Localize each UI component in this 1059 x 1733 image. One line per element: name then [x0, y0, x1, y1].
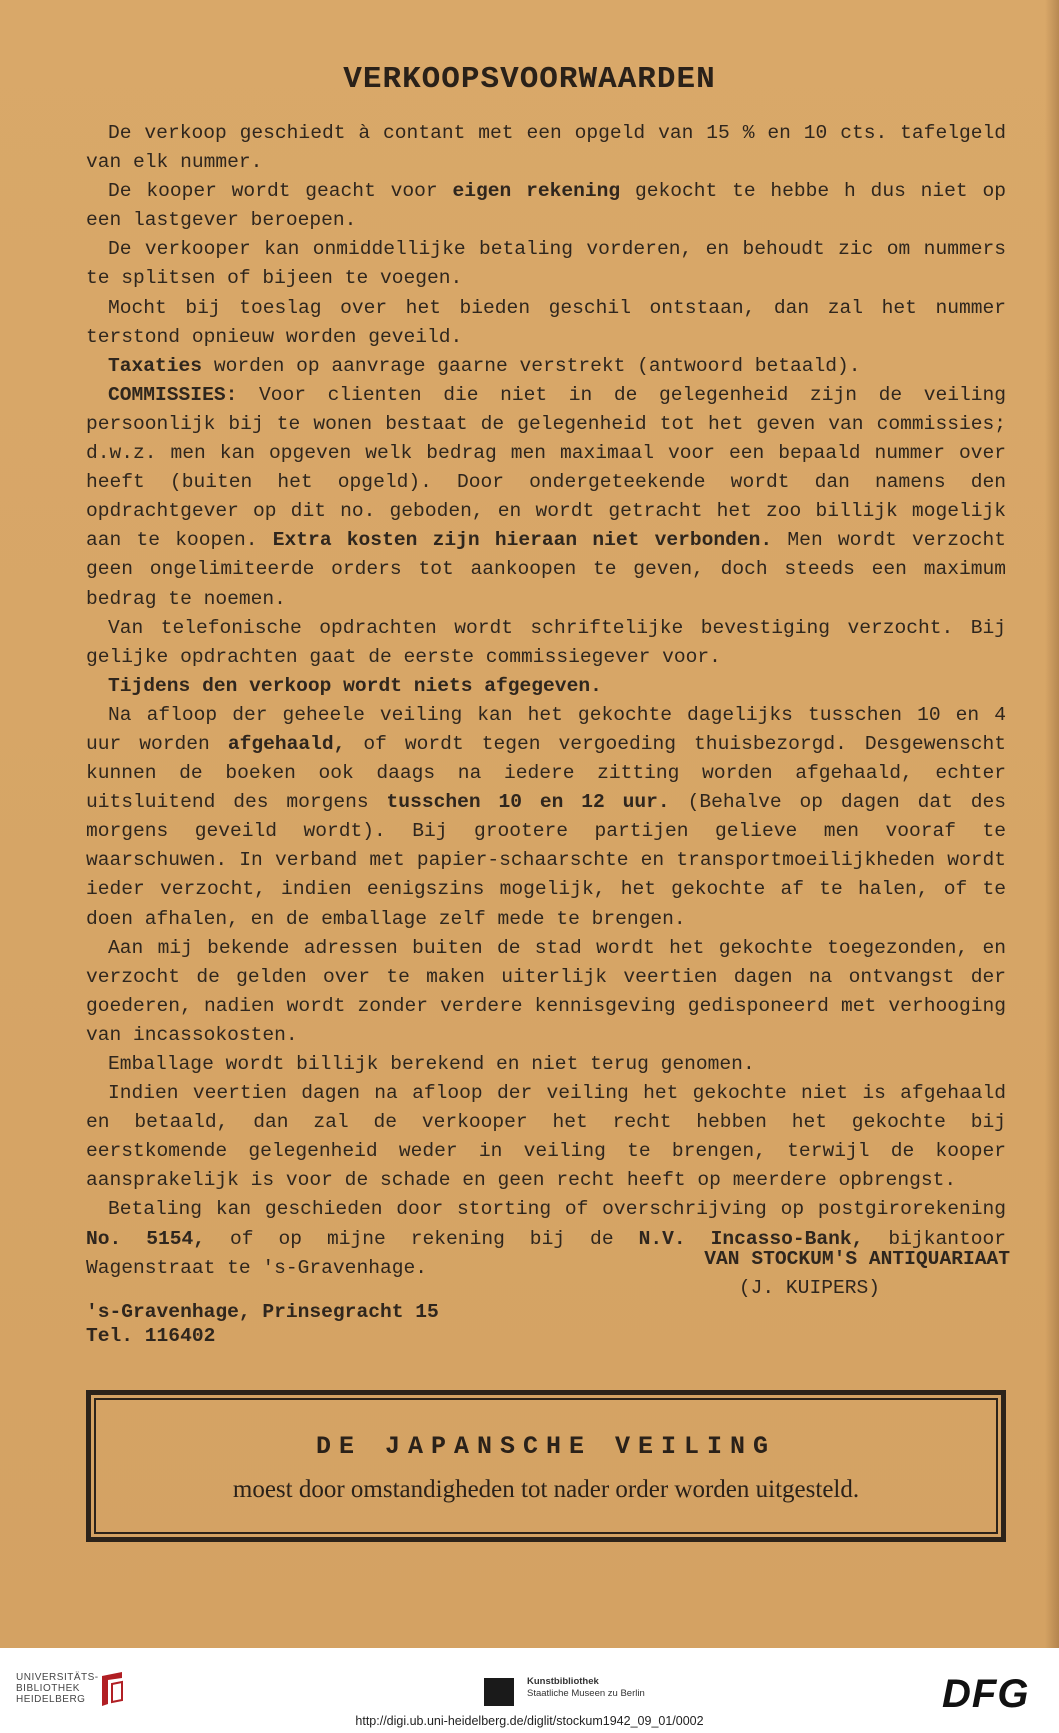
paragraph-text: Indien veertien dagen na afloop der veiling het gekochte niet is afgehaald en betaald, dan zal de verkooper het recht hebben het gekochte bij eerstkomende gelegenheid weder in veiling te brengen, terwijl de kooper aansprakelijk is voor de schade en geen recht heeft op meerdere opbrengst.: [86, 1082, 1006, 1192]
paragraph-text: De kooper wordt geacht voor: [108, 180, 453, 203]
paragraph: [86, 1079, 1006, 1195]
paragraph: [86, 614, 1006, 672]
paragraph: [86, 1050, 1006, 1079]
paragraph: [86, 934, 1006, 1050]
emphasis-text: COMMISSIES:: [108, 383, 238, 406]
paragraph: [86, 294, 1006, 352]
paragraph-text: of op mijne rekening bij de: [205, 1227, 639, 1250]
ub-heidelberg-icon: [98, 1670, 126, 1708]
street-address: 's-Gravenhage, Prinsegracht 15: [86, 1301, 439, 1323]
footer: [0, 1648, 1059, 1733]
owner-name: (J. KUIPERS): [738, 1277, 880, 1299]
paragraph: [86, 177, 1006, 235]
paragraph: [86, 672, 1006, 701]
kb-name: Kunstbibliothek: [527, 1676, 599, 1687]
kb-sub: Staatliche Museen zu Berlin: [527, 1688, 645, 1699]
paragraph-text: Na afloop der geheele veiling kan het gekochte dagelijks tusschen 10 en 4 uur worden: [86, 703, 1006, 755]
emphasis-text: No. 5154,: [86, 1227, 206, 1250]
emphasis-text: tusschen 10 en 12 uur.: [386, 791, 670, 814]
company-name: VAN STOCKUM'S ANTIQUARIAAT: [704, 1248, 1010, 1270]
notice-title: DE JAPANSCHE VEILING: [315, 1432, 777, 1461]
paragraph-text: Men wordt verzocht geen ongelimiteerde orders tot aankoopen te geven, doch steeds een maximum bedrag te noemen.: [86, 529, 1007, 610]
emphasis-text: Taxaties: [108, 354, 203, 377]
notice-text: moest door omstandigheden tot nader order worden uitgesteld.: [232, 1476, 860, 1503]
conditions-text: [86, 119, 1006, 1283]
ub-line: UNIVERSITÄTS-: [16, 1672, 99, 1683]
paragraph: [86, 119, 1006, 177]
paragraph-text: gekocht te hebbe h dus niet op een lastgever beroepen.: [86, 180, 1006, 232]
paragraph-text: Van telefonische opdrachten wordt schriftelijke bevestiging verzocht. Bij gelijke opdrachten gaat de eerste commissiegever voor.: [86, 616, 1006, 668]
notice-box: [86, 1390, 1006, 1542]
kunstbibliothek-icon: [484, 1678, 514, 1706]
paragraph-text: worden op aanvrage gaarne verstrekt (antwoord betaald).: [202, 354, 861, 377]
ub-line: HEIDELBERG: [16, 1694, 86, 1705]
paragraph-text: De verkooper kan onmiddellijke betaling vorderen, en behoudt zic om nummers te splitsen of bijeen te voegen.: [86, 238, 1006, 290]
paragraph-text: Voor clienten die niet in de gelegenheid zijn de veiling persoonlijk bij te wonen bestaat de gelegenheid tot het geven van commissies; d.w.z. men kan opgeven welk bedrag men maximaal voor een bepaald nummer over heeft (buiten het opgeld). Door ondergeteekende wordt dan namens den opdrachtgever op dit no. geboden, en wordt getracht het zoo billijk mogelijk aan te koopen.: [86, 383, 1006, 552]
ub-line: BIBLIOTHEK: [16, 1683, 80, 1694]
signature-block: [480, 1245, 1010, 1303]
paragraph-text: Betaling kan geschieden door storting of overschrijving op postgirorekening: [108, 1198, 1006, 1221]
paragraph: [86, 701, 1006, 934]
source-url[interactable]: http://digi.ub.uni-heidelberg.de/diglit/stockum1942_09_01/0002: [355, 1714, 704, 1728]
paragraph: [86, 235, 1006, 293]
emphasis-text: afgehaald,: [227, 732, 346, 755]
paragraph-text: bijkantoor Wagenstraat te 's-Gravenhage.: [86, 1227, 1006, 1279]
paragraph-text: (Behalve op dagen dat des morgens geveild wordt). Bij grootere partijen gelieve men vooraf te waarschuwen. In verband met papier-schaarschte en transportmoeilijkheden wordt ieder verzocht, indien eenigszins mogelijk, het gekochte af te halen, of te doen afhalen, en de emballage zelf mede te brengen.: [86, 791, 1006, 930]
paragraph-text: De verkoop geschiedt à contant met een opgeld van 15 % en 10 cts. tafelgeld van elk nummer.: [86, 122, 1006, 174]
emphasis-text: Extra kosten zijn hieraan niet verbonden.: [272, 529, 773, 552]
page-title: VERKOOPSVOORWAARDEN: [343, 62, 716, 97]
paragraph: [86, 352, 1006, 381]
emphasis-text: Tijdens den verkoop wordt niets afgegeven.: [108, 674, 602, 697]
phone-number: Tel. 116402: [86, 1325, 216, 1347]
address-block: [86, 1300, 439, 1348]
paragraph-text: Aan mij bekende adressen buiten de stad wordt het gekochte toegezonden, en verzocht de gelden over te maken uiterlijk veertien dagen na ontvangst der goederen, nadien wordt zonder verdere kennisgeving gedisponeerd met verhooging van incassokosten.: [86, 936, 1006, 1046]
ub-heidelberg-logo[interactable]: [16, 1672, 99, 1705]
paragraph-text: Mocht bij toeslag over het bieden geschil ontstaan, dan zal het nummer terstond opnieuw worden geveild.: [86, 296, 1006, 348]
paragraph: [86, 381, 1006, 614]
emphasis-text: eigen rekening: [452, 180, 621, 203]
kunstbibliothek-logo[interactable]: [527, 1676, 645, 1700]
paragraph-text: Emballage wordt billijk berekend en niet terug genomen.: [108, 1053, 755, 1075]
dfg-logo[interactable]: DFG: [942, 1672, 1030, 1716]
emphasis-text: N.V. Incasso-Bank,: [638, 1227, 864, 1250]
paragraph-text: of wordt tegen vergoeding thuisbezorgd. Desgewenscht kunnen de boeken ook daags na iedere zitting worden afgehaald, echter uitsluitend des morgens: [86, 732, 1006, 814]
